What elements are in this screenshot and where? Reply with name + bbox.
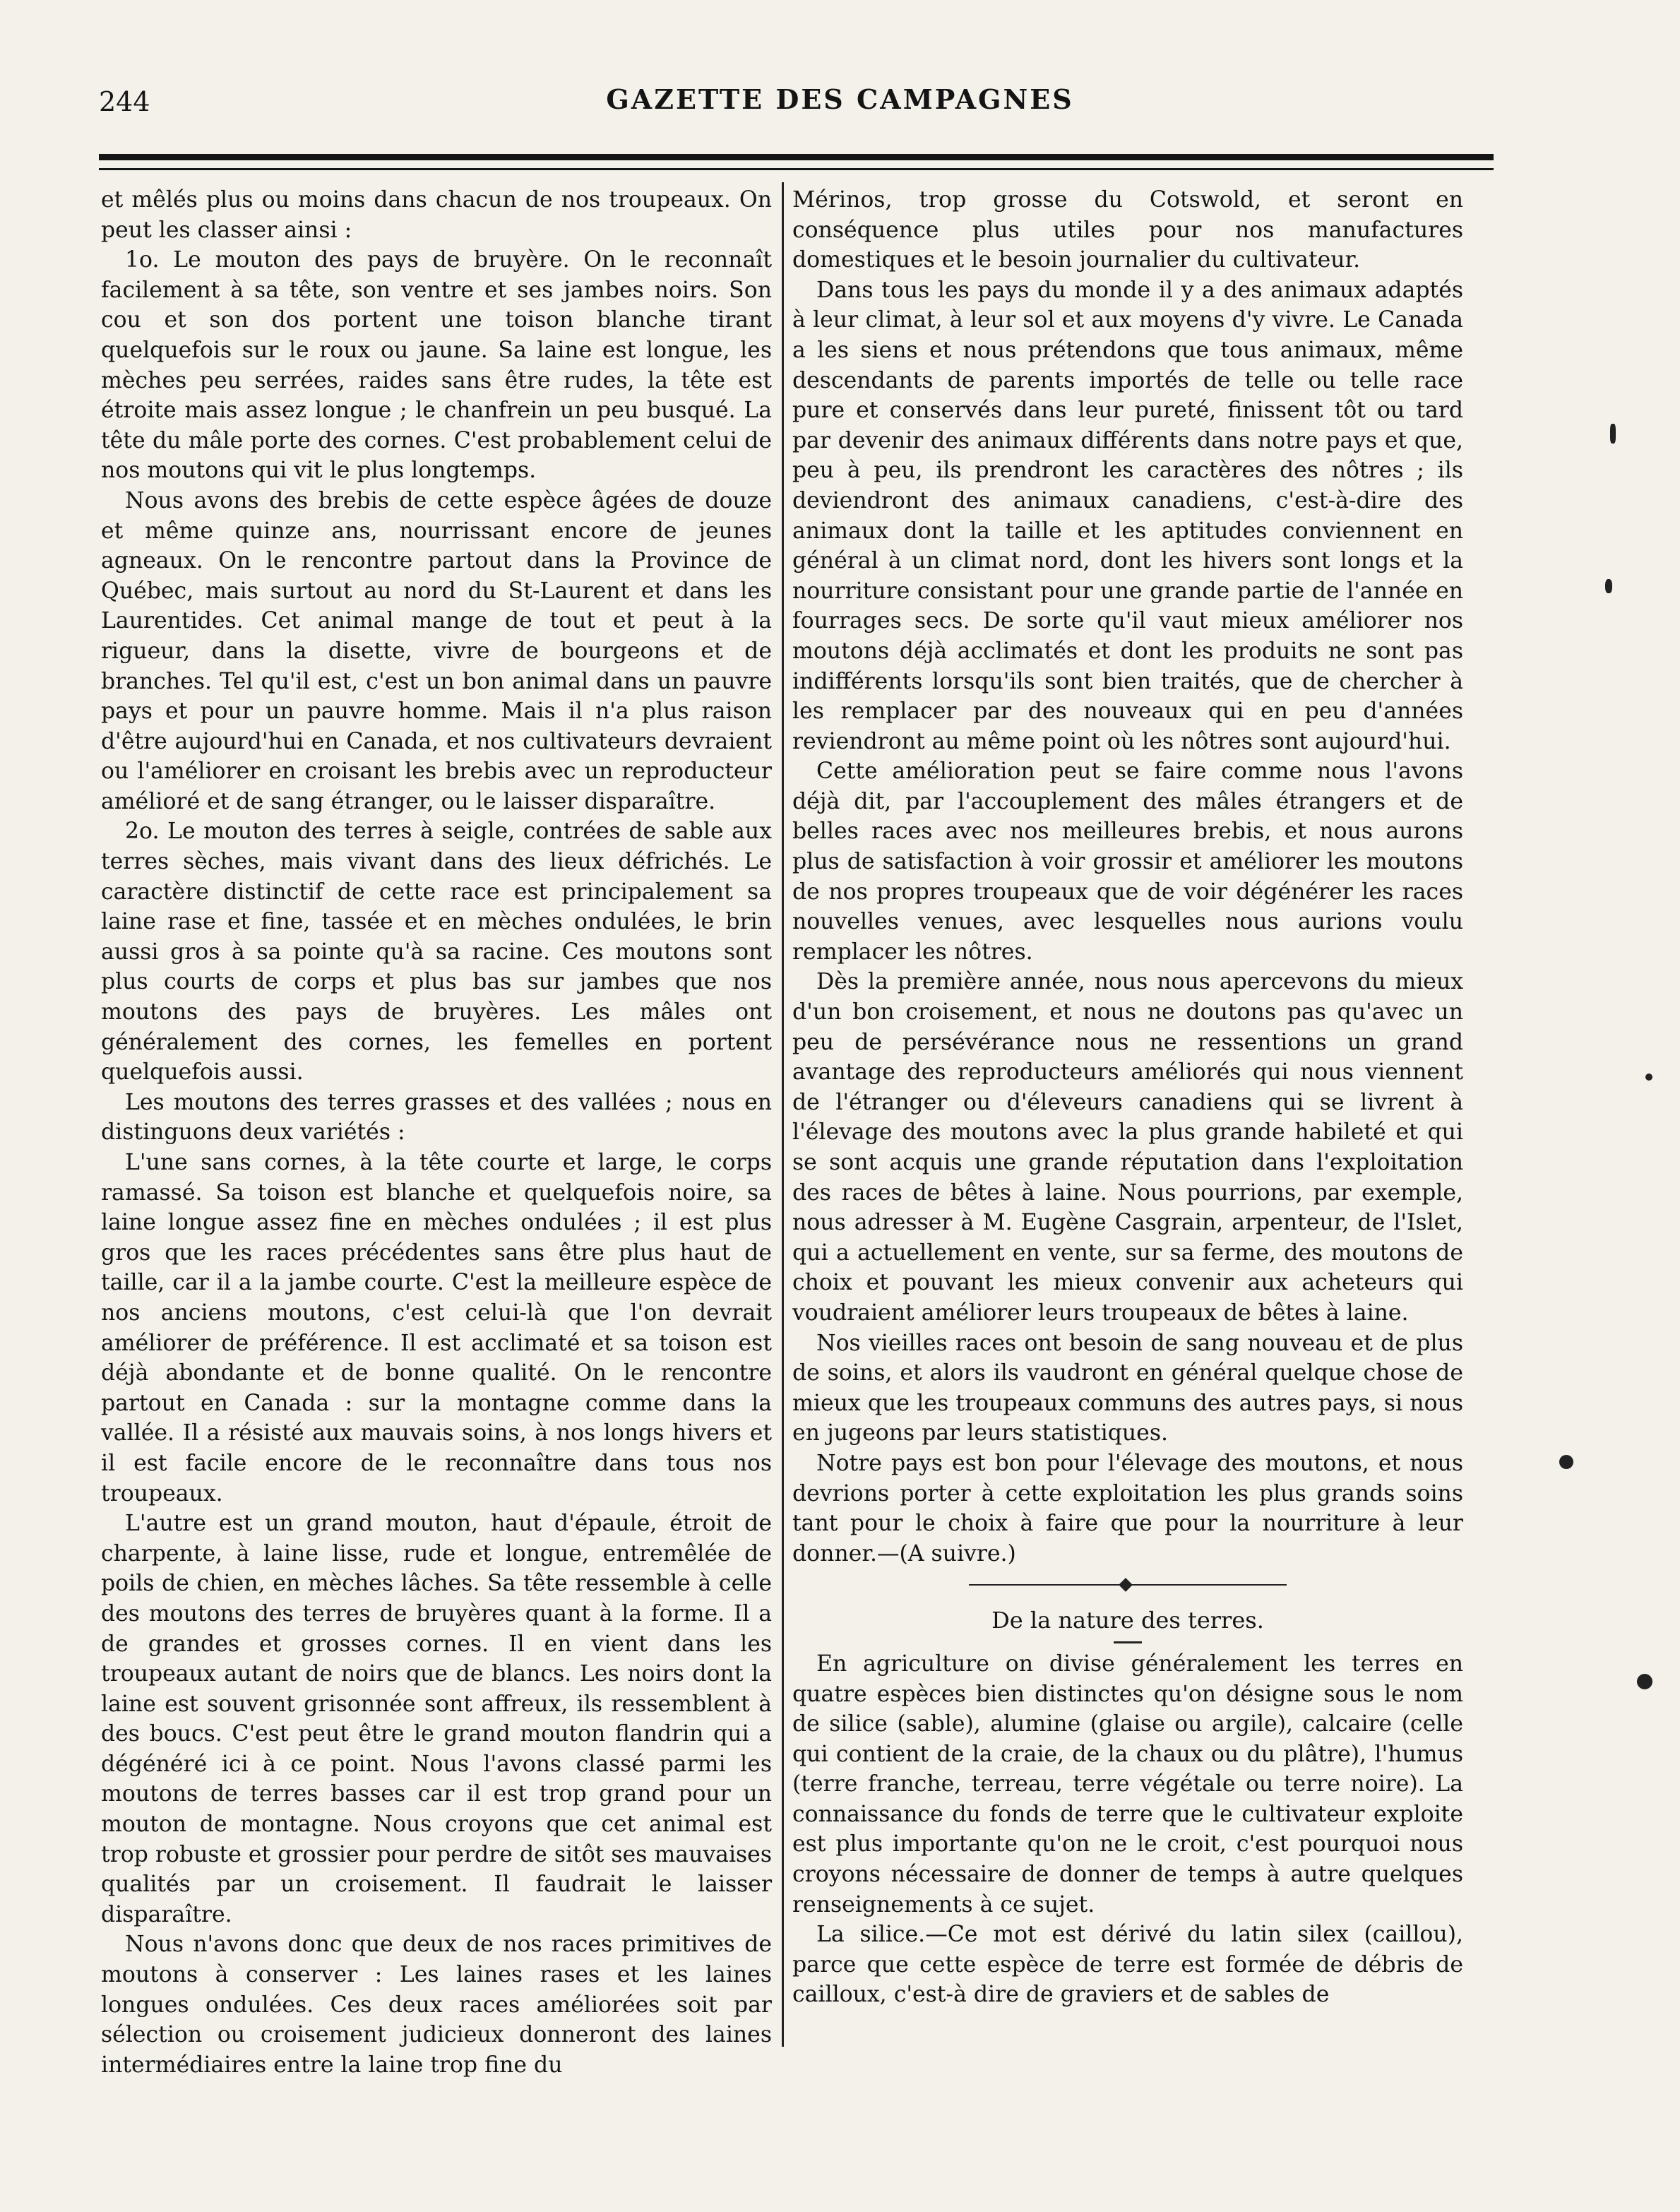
paragraph: L'une sans cornes, à la tête courte et large, le corps ramassé. Sa toison est blanche et quelquefois noire, sa laine longue assez fine en mèches ondulées ; il est plus gros que les races précédentes sans être plus haut de taille, car il a la jambe courte. C'est la meilleure espèce de nos anciens moutons, c'est celui-là que l'on devrait améliorer de préférence. Il est acclimaté et sa toison est déjà abondante et de bonne qualité. On le rencontre partout en Canada : sur la montagne comme dans la vallée. Il a résisté aux mauvais soins, à nos longs hivers et il est facile encore de le reconnaître dans tous nos troupeaux. [101, 1150, 772, 1506]
paragraph: 1o. Le mouton des pays de bruyère. On le reconnaît facilement à sa tête, son ventre et ses jambes noirs. Son cou et son dos portent une toison blanche tirant quelquefois sur le roux ou jaune. Sa laine est longue, les mèches peu serrées, raides sans être rudes, la tête est étroite mais assez longue ; le chanfrein un peu busqué. La tête du mâle porte des cornes. C'est probablement celui de nos moutons qui vit le plus longtemps. [101, 247, 772, 484]
ink-blot [1645, 1074, 1652, 1081]
paragraph: Nous n'avons donc que deux de nos races primitives de moutons à conserver : Les laines rases et les laines longues ondulées. Ces deux races améliorées soit par sélection ou croisement judicieux donneront des laines intermédiaires entre la laine trop fine du [101, 1932, 772, 2078]
paragraph: Dans tous les pays du monde il y a des animaux adaptés à leur climat, à leur sol et aux moyens d'y vivre. Le Canada a les siens et nous prétendons que tous animaux, même descendants de parents importés de telle ou telle race pure et conservés dans leur pureté, finissent tôt ou tard par devenir des animaux différents dans notre pays et que, peu à peu, ils prendront les caractères des nôtres ; ils deviendront des animaux canadiens, c'est-à-dire des animaux dont la taille et les aptitudes conviennent en général à un climat nord, dont les hivers sont longs et la nourriture consistant pour une grande partie de l'année en fourrages secs. De sorte qu'il vaut mieux améliorer nos moutons déjà acclimatés et dont les produits ne sont pas indifférents lorsqu'ils sont bien traités, que de chercher à les remplacer par des nouveaux qui en peu d'années reviendront au même point où les nôtres sont aujourd'hui. [792, 277, 1463, 754]
ink-blot [1605, 579, 1612, 593]
ink-blot [1637, 1674, 1652, 1689]
paragraph: En agriculture on divise généralement les terres en quatre espèces bien distinctes qu'on désigne sous le nom de silice (sable), alumine (glaise ou argile), calcaire (celle qui contient de la craie, de la chaux ou du plâtre), l'humus (terre franche, terreau, terre végétale ou terre noire). La connaissance du fonds de terre que le cultivateur exploite est plus importante qu'on ne le croit, c'est pourquoi nous croyons nécessaire de donner de temps à autre quelques renseignements à ce sujet. [792, 1651, 1463, 1917]
column-divider [782, 182, 784, 2047]
divider-ornament [1119, 1578, 1133, 1592]
left-column [101, 185, 772, 2080]
section-heading: De la nature des terres. [991, 1607, 1264, 1634]
paragraph: L'autre est un grand mouton, haut d'épaule, étroit de charpente, à laine lisse, rude et longue, entremêlée de poils de chien, en mèches lâches. Sa tête ressemble à celle des moutons des terres de bruyères quant à la forme. Il a de grandes et grosses cornes. Il en vient dans les troupeaux autant de noirs que de blancs. Les noirs dont la laine est souvent grisonnée sont affreux, ils ressemblent à des boucs. C'est peut être le grand mouton flandrin qui a dégénéré ici à ce point. Nous l'avons classé parmi les moutons de terres basses car il est trop grand pour un mouton de montagne. Nous croyons que cet animal est trop robuste et grossier pour perdre de sitôt ses mauvaises qualités par un croisement. Il faudrait le laisser disparaître. [101, 1511, 772, 1927]
paragraph: Cette amélioration peut se faire comme nous l'avons déjà dit, par l'accouplement des mâles étrangers et de belles races avec nos meilleures brebis, et nous aurons plus de satisfaction à voir grossir et améliorer les moutons de nos propres troupeaux que de voir dégénérer les races nouvelles venues, avec lesquelles nous aurions voulu remplacer les nôtres. [792, 759, 1463, 965]
heading-dash [1114, 1641, 1142, 1643]
paragraph: La silice.—Ce mot est dérivé du latin silex (caillou), parce que cette espèce de terre est formée de débris de cailloux, c'est-à dire de graviers et de sables de [792, 1922, 1463, 2008]
paragraph: 2o. Le mouton des terres à seigle, contrées de sable aux terres sèches, mais vivant dans des lieux défrichés. Le caractère distinctif de cette race est principalement sa laine rase et fine, tassée et en mèches ondulées, le brin aussi gros à sa pointe qu'à sa racine. Ces moutons sont plus courts de corps et plus bas sur jambes que nos moutons des pays de bruyères. Les mâles ont généralement des cornes, les femelles en portent quelquefois aussi. [101, 819, 772, 1086]
paragraph: et mêlés plus ou moins dans chacun de nos troupeaux. On peut les classer ainsi : [101, 187, 772, 243]
page-number: 244 [99, 86, 150, 117]
right-column [792, 185, 1463, 2010]
ink-blot [1559, 1455, 1573, 1469]
paragraph: Nos vieilles races ont besoin de sang nouveau et de plus de soins, et alors ils vaudront en général quelque chose de mieux que les troupeaux communs des autres pays, si nous en jugeons par leurs statistiques. [792, 1330, 1463, 1446]
paragraph: Dès la première année, nous nous apercevons du mieux d'un bon croisement, et nous ne doutons pas qu'avec un peu de persévérance nous ne ressentions un grand avantage des reproducteurs améliorés qui nous viennent de l'étranger ou d'éleveurs canadiens qui se livrent à l'élevage des moutons avec la plus grande habileté et qui se sont acquis une grande réputation dans l'exploitation des races de bêtes à laine. Nous pourrions, par exemple, nous adresser à M. Eugène Casgrain, arpenteur, de l'Islet, qui a actuellement en vente, sur sa ferme, des moutons de choix et pouvant les mieux convenir aux acheteurs qui voudraient améliorer leurs troupeaux de bêtes à laine. [792, 969, 1463, 1326]
paragraph: Nous avons des brebis de cette espèce âgées de douze et même quinze ans, nourrissant encore de jeunes agneaux. On le rencontre partout dans la Province de Québec, mais surtout au nord du St-Laurent et dans les Laurentides. Cet animal mange de tout et peut à la rigueur, dans la disette, vivre de bourgeons et de branches. Tel qu'il est, c'est un bon animal dans un pauvre pays et pour un pauvre homme. Mais il n'a plus raison d'être aujourd'hui en Canada, et nos cultivateurs devraient ou l'améliorer en croisant les brebis avec un reproducteur amélioré et de sang étranger, ou le laisser disparaître. [101, 487, 772, 814]
paragraph: Mérinos, trop grosse du Cotswold, et seront en conséquence plus utiles pour nos manufactures domestiques et le besoin journalier du cultivateur. [792, 187, 1463, 273]
running-title: GAZETTE DES CAMPAGNES [606, 83, 1074, 115]
ink-blot [1610, 424, 1616, 444]
header-rule-thin [99, 168, 1494, 170]
section-divider [792, 1576, 1463, 1594]
paragraph: Les moutons des terres grasses et des vallées ; nous en distinguons deux variétés : [101, 1089, 772, 1146]
header-rule-thick [99, 154, 1494, 160]
paragraph: Notre pays est bon pour l'élevage des moutons, et nous devrions porter à cette exploitation les plus grands soins tant pour le choix à faire que pour la nourriture à leur donner.—(A suivre.) [792, 1450, 1463, 1566]
